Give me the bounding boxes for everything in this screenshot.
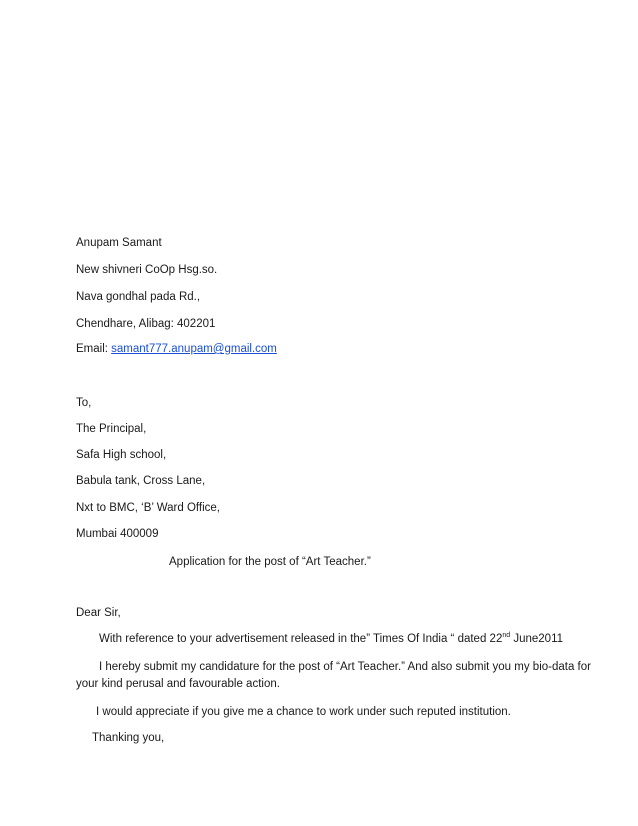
ordinal-suffix: nd (502, 632, 511, 639)
salutation: Dear Sir, (76, 607, 121, 619)
sender-email-label: Email: (76, 343, 112, 355)
sender-email-link[interactable]: samant777.anupam@gmail.com (111, 343, 277, 355)
recipient-title: The Principal, (76, 423, 147, 435)
body-paragraph-1-text: With reference to your advertisement released in the” Times Of India “ dated 22 (99, 633, 503, 645)
recipient-school: Safa High school, (76, 449, 167, 461)
letter-subject: Application for the post of “Art Teacher.” (169, 556, 371, 568)
sender-email-line (76, 342, 277, 356)
recipient-landmark: Nxt to BMC, ‘B’ Ward Office, (76, 502, 220, 514)
body-paragraph-3: I would appreciate if you give me a chance to work under such reputed institution. (96, 706, 511, 718)
sender-address-line-1: New shivneri CoOp Hsg.so. (76, 264, 218, 276)
body-paragraph-2-line-1: I hereby submit my candidature for the post of “Art Teacher.” And also submit you my bio-data for (99, 661, 591, 673)
closing: Thanking you, (92, 732, 165, 744)
recipient-city: Mumbai 400009 (76, 528, 159, 540)
body-paragraph-1 (99, 632, 563, 646)
sender-address-line-3: Chendhare, Alibag: 402201 (76, 318, 216, 330)
body-paragraph-1-date-tail: June2011 (510, 633, 564, 645)
sender-address-line-2: Nava gondhal pada Rd., (76, 291, 201, 303)
sender-name: Anupam Samant (76, 237, 162, 249)
recipient-street: Babula tank, Cross Lane, (76, 475, 206, 487)
body-paragraph-2-line-2: your kind perusal and favourable action. (76, 678, 280, 690)
recipient-to: To, (76, 397, 92, 409)
